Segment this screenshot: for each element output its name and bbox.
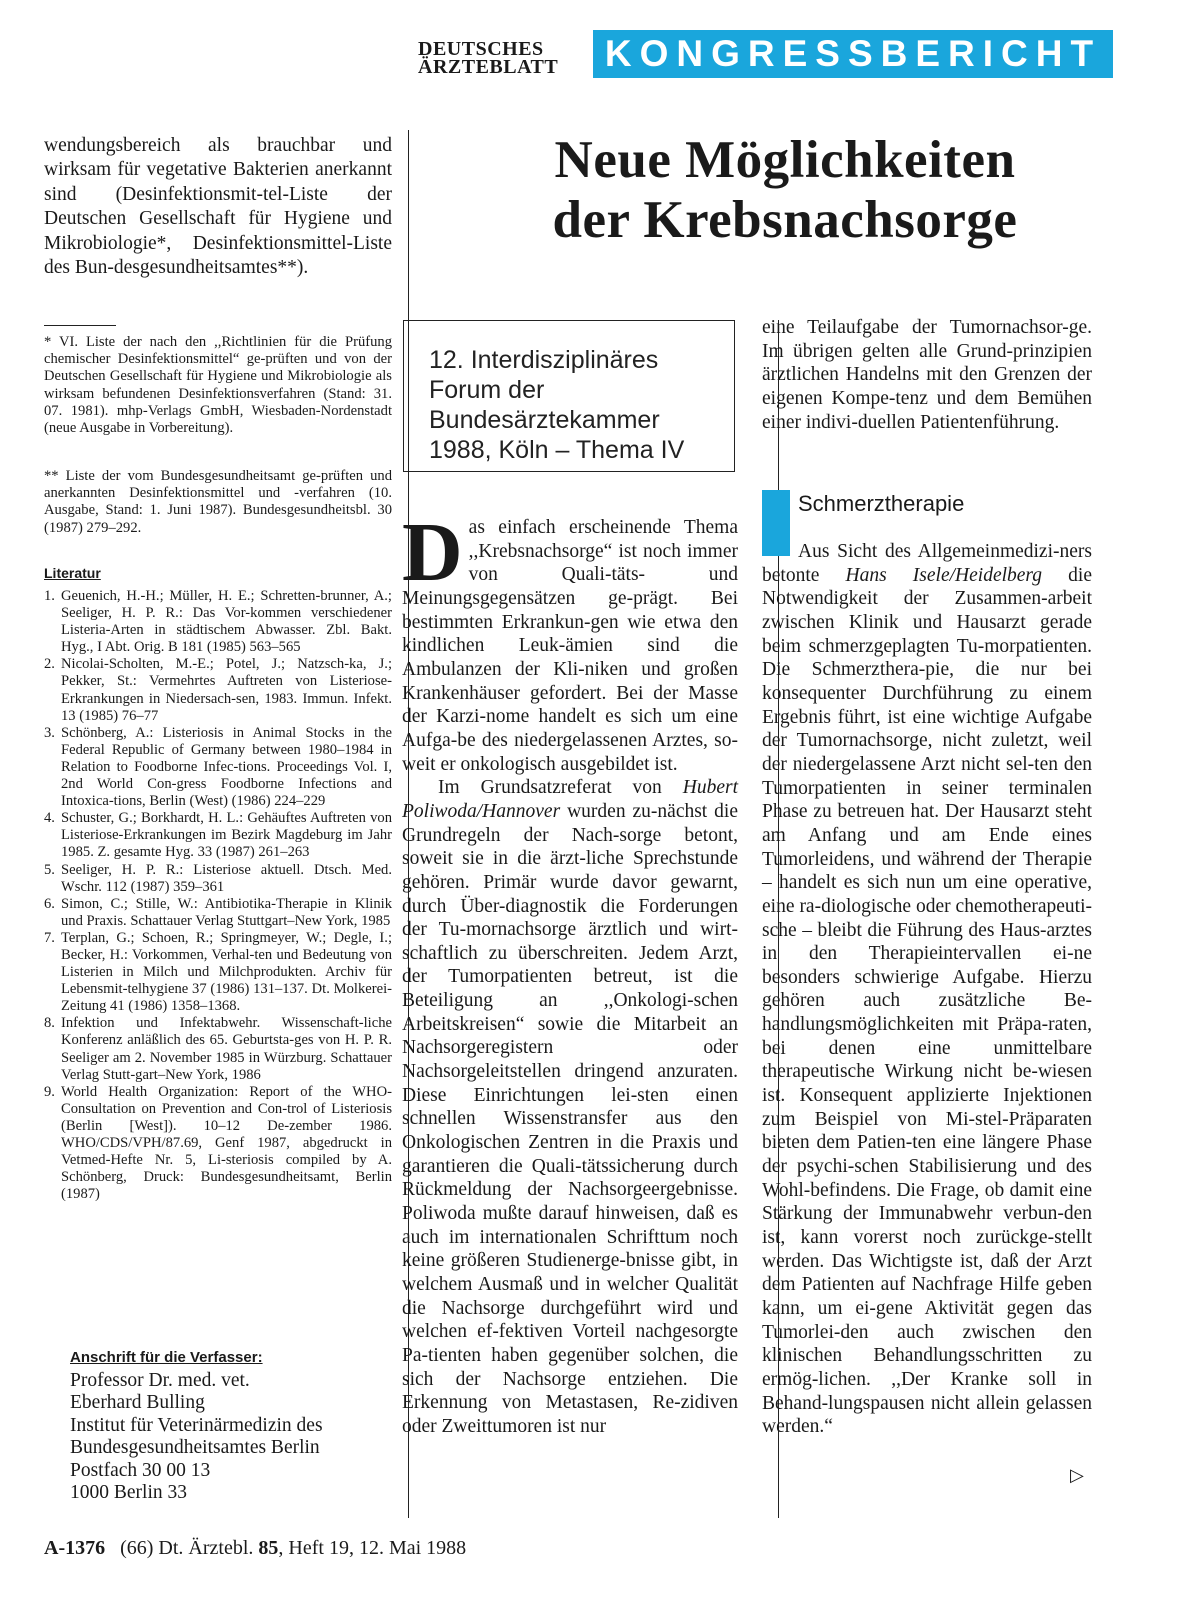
publication-name [418, 40, 558, 76]
event-info-text: 12. Interdisziplinäres Forum der Bundesärztekammer 1988, Köln – Thema IV [429, 346, 685, 464]
list-item: 3. Schönberg, A.: Listeriosis in Animal Stocks in the Federal Republic of Germany between 1980–1984 in Relation to Foodborne Infec-tions. Proceedings Vol. I, 2nd World Con-gress Foodborne Infections and Intoxica-tions, Berlin (West) (1986) 224–229 [44, 724, 392, 810]
speaker-name: Hubert Poliwoda/Hannover [402, 777, 738, 822]
address-line: Postfach 30 00 13 [70, 1459, 211, 1481]
page-number: A-1376 [44, 1537, 106, 1559]
footnote-1: * VI. Liste der nach den ,,Richtlinien für die Prüfung chemischer Desinfektionsmittel“ ge-prüften und von der Deutschen Gesellschaft für Hygiene und Mikrobiologie als wirksam befundenen Desinfektionsverfahren (Stand: 31. 07. 1981). mhp-Verlags GmbH, Wiesbaden-Nordenstadt (neue Ausgabe in Vorbereitung). [44, 334, 392, 437]
title-line-1: Neue Möglichkeiten [554, 131, 1016, 189]
paragraph-3: Aus Sicht des Allgemeinmedizi-ners betonte Hans Isele/Heidelberg die Notwendigkeit der Zusammen-arbeit zwischen Klinik und Hausarzt gerade beim schmerzgeplagten Tu-morpatienten. Die Schmerzthera-pie, die nur bei konsequenter Durchführung zu einem Ergebnis führt, ist eine wichtige Aufgabe der Tumornachsorge, nicht zuletzt, weil der niedergelassene Arzt nicht sel-ten den Tumorpatienten in seiner terminalen Phase zu betreuen hat. Der Hausarzt steht am Anfang und am Ende eines Tumorleidens, und während der Therapie – handelt es sich nun um eine operative, eine ra-diologische oder chemotherapeuti-sche – bleibt die Führung des Haus-arztes in den Therapieintervallen ei-ne besonders schwierige Aufgabe. Hierzu gehören auch zusätzliche Be-handlungsmöglichkeiten mit Präpa-raten, bei denen eine unmittelbare therapeutische Wirkung nicht be-wiesen ist. Konsequent applizierte Injektionen zum Beispiel von Mi-stel-Präparaten bieten dem Patien-ten eine längere Phase der psychi-schen Stabilisierung und des Wohl-befindens. Die Frage, ob damit eine Stärkung der Immunabwehr verbun-den ist, kann vorerst noch zurückge-stellt werden. Das Wichtigste ist, daß der Arzt dem Patienten auf Nachfrage Hilfe geben kann, um ei-gene Aktivität gegen das Tumorlei-den auch zwischen den klinischen Behandlungsschritten zu ermög-lichen. ,,Der Kranke soll in Behand-lungspausen nicht allein gelassen werden.“ [762, 541, 1092, 1438]
footnote-2: ** Liste der vom Bundesgesundheitsamt ge-prüften und anerkannten Desinfektionsmittel und -verfahren (10. Ausgabe, Stand: 1. Juni 1987). Bundesgesundheitsbl. 30 (1987) 279–292. [44, 468, 392, 536]
author-address [70, 1370, 400, 1504]
previous-article-ending: wendungsbereich als brauchbar und wirksam für vegetative Bakterien anerkannt sind (Desinfektionsmit-tel-Liste der Deutschen Gesellschaft für Hygiene und Mikrobiologie*, Desinfektionsmittel-Liste des Bun-desgesundheitsamtes**). [44, 135, 392, 279]
paragraph-1: Das einfach erscheinende Thema ,,Krebsnachsorge“ ist noch immer von Quali-täts- und Meinungsgegensätzen ge-prägt. Bei bestimmten Erkrankun-gen wie etwa den kindlichen Leuk-ämien sind die Ambulanzen der Kli-niken und großen Krankenhäuser gefordert. Bei der Masse der Karzi-nome handelt es sich um eine Aufga-be des niedergelassenen Arztes, so-weit er onkologisch ausgebildet ist. [402, 506, 738, 775]
subheading-schmerztherapie: Schmerztherapie [798, 491, 965, 516]
address-line: Eberhard Bulling [70, 1392, 205, 1414]
page-footer: A-1376 (66) Dt. Ärztebl. 85, Heft 19, 12. Mai 1988 [44, 1537, 467, 1559]
speaker-name: Hans Isele/Heidelberg [845, 564, 1043, 586]
list-item: 4. Schuster, G.; Borkhardt, H. L.: Gehäuftes Auftreten von Listeriose-Erkrankungen im Bezirk Magdeburg im Jahr 1985. Z. gesamte Hyg. 33 (1987) 261–263 [44, 810, 392, 861]
literature-heading: Literatur [44, 565, 101, 581]
paragraph-2: Im Grundsatzreferat von Hubert Poliwoda/Hannover wurden zu-nächst die Grundregeln der Nach-sorge betont, soweit sie in die ärzt-liche Sprechstunde gehören. Primär wurde davor gewarnt, durch Über-diagnostik die Forderungen der Tu-mornachsorge ärztlich und wirt-schaftlich zu überschreiten. Jedem Arzt, der Tumorpatienten betreut, ist die Beteiligung an ,,Onkologi-schen Arbeitskreisen“ sowie die Mitarbeit an Nachsorgeregistern oder Nachsorgeleitstellen dringend anzuraten. Diese Einrichtungen lei-sten einen schnellen Wissenstransfer aus den Onkologischen Zentren in die Praxis und garantieren die Quali-tätssicherung durch Rückmeldung der Nachsorgeergebnisse. Poliwoda mußte darauf hinweisen, daß es auch im internationalen Schrifttum noch keine größeren Studienerge-bnisse gibt, in welchem Ausmaß und in welcher Qualität die Nachsorge durchgeführt wird und welchen ef-fektiven Vorteil nachgesorgte Pa-tienten haben gegenüber solchen, die sich der Nachsorge entziehen. Die Erkennung von Metastasen, Re-zidiven oder Zweittumoren ist nur [402, 777, 738, 1437]
list-item: 1. Geuenich, H.-H.; Müller, H. E.; Schretten-brunner, A.; Seeliger, H. P. R.: Das Vor-kommen verschiedener Listeria-Arten in städtischem Abwasser. Zbl. Bakt. Hyg., I Abt. Orig. B 181 (1985) 563–565 [44, 588, 392, 656]
list-item: 9. World Health Organization: Report of the WHO-Consultation on Prevention and Con-trol of Listeriosis (Berlin [West]). 10–12 De-zember 1986. WHO/CDS/VPH/87.69, Genf 1987, abgedruckt in Vetmed-Hefte Nr. 5, Li-steriosis compiled by A. Schönberg, Druck: Bundesgesundheitsamt, Berlin (1987) [44, 1083, 392, 1203]
list-item: 6. Simon, C.; Stille, W.: Antibiotika-Therapie in Klinik und Praxis. Schattauer Verlag Stuttgart–New York, 1985 [44, 895, 392, 929]
literature-list [44, 588, 392, 1203]
list-item: 5. Seeliger, H. P. R.: Listeriose aktuell. Dtsch. Med. Wschr. 112 (1987) 359–361 [44, 861, 392, 895]
address-line: 1000 Berlin 33 [70, 1482, 187, 1504]
footnote-rule [44, 325, 116, 326]
list-item: 8. Infektion und Infektabwehr. Wissenschaft-liche Konferenz anläßlich des 65. Geburtsta-ges von H. P. R. Seeliger am 2. November 1985 in Würzburg. Schattauer Verlag Stutt-gart–New York, 1986 [44, 1015, 392, 1083]
title-line-2: der Krebsnachsorge [552, 191, 1018, 249]
publication-line-2: ÄRZTEBLATT [418, 56, 559, 78]
address-line: Institut für Veterinärmedizin des [70, 1414, 323, 1436]
article-body-right-top: eine Teilaufgabe der Tumornachsor-ge. Im übrigen gelten alle Grund-prinzipien ärztlichen Handelns mit den Grenzen der eigenen Kompe-tenz und dem Bemühen einer indivi-duellen Patientenführung. [762, 317, 1092, 433]
address-line: Professor Dr. med. vet. [70, 1370, 250, 1391]
address-heading: Anschrift für die Verfasser: [70, 1349, 263, 1366]
section-banner: KONGRESSBERICHT [593, 30, 1113, 78]
publication-line-1: DEUTSCHES [418, 38, 544, 60]
list-item: 7. Terplan, G.; Schoen, R.; Springmeyer, W.; Degle, I.; Becker, H.: Vorkommen, Verhal-ten und Bedeutung von Listerien in Milch und Milchprodukten. Archiv für Lebensmit-telhygiene 37 (1986) 131–137. Dt. Molkerei-Zeitung 41 (1986) 1358–1368. [44, 929, 392, 1015]
drop-cap: D [402, 506, 463, 599]
article-body-right [762, 540, 1092, 1439]
continue-arrow-icon: ▷ [1070, 1465, 1084, 1485]
article-title [450, 130, 1120, 250]
article-body-middle [402, 506, 738, 1439]
list-item: 2. Nicolai-Scholten, M.-E.; Potel, J.; Natzsch-ka, J.; Pekker, St.: Vermehrtes Auftreten von Listeriose-Erkrankungen in Niedersach-sen, 1983. Immun. Infekt. 13 (1985) 76–77 [44, 656, 392, 724]
address-line: Bundesgesundheitsamtes Berlin [70, 1437, 320, 1459]
